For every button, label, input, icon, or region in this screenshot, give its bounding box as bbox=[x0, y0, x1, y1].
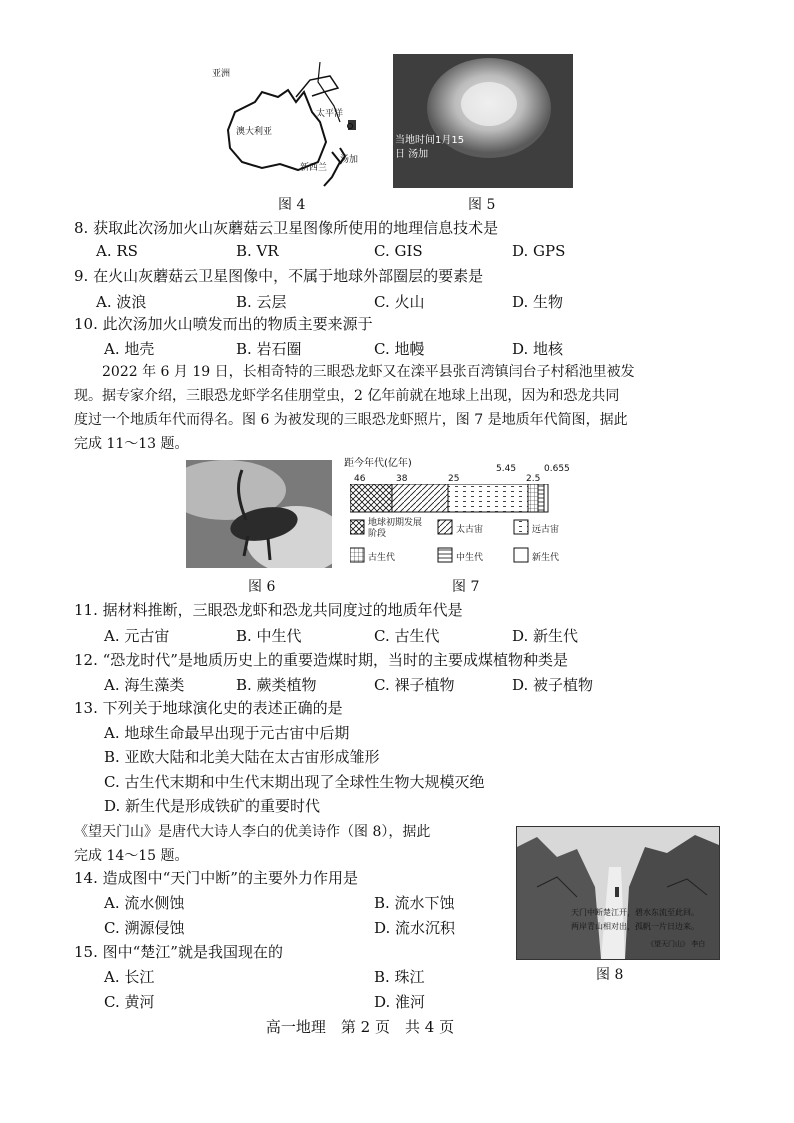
q8-option-a[interactable]: A. RS bbox=[96, 242, 138, 260]
q13-option-d[interactable]: D. 新生代是形成铁矿的重要时代 bbox=[104, 797, 321, 815]
q15-option-c[interactable]: C. 黄河 bbox=[104, 993, 155, 1011]
page-footer: 高一地理 第 2 页 共 4 页 bbox=[265, 1018, 455, 1036]
tick-0-655: 0.655 bbox=[544, 464, 570, 474]
figure-5-satellite-image bbox=[393, 54, 573, 188]
q12-option-d[interactable]: D. 被子植物 bbox=[512, 676, 594, 694]
question-number: 9. bbox=[74, 267, 89, 285]
q12-option-a[interactable]: A. 海生藻类 bbox=[104, 676, 185, 694]
tick-25: 25 bbox=[448, 474, 460, 484]
legend-mesozoic: 中生代 bbox=[456, 553, 484, 563]
volcanic-cloud-photo bbox=[393, 54, 573, 188]
painting-poem-line-2: 两岸青山相对出，孤帆一片日边来。 bbox=[571, 922, 699, 931]
q8-option-b[interactable]: B. VR bbox=[236, 242, 279, 260]
legend-paleozoic: 古生代 bbox=[368, 553, 396, 563]
shrimp-photo bbox=[186, 460, 332, 568]
passage-line: 度过一个地质年代而得名。图 6 为被发现的三眼恐龙虾照片，图 7 是地质年代简图，据此 bbox=[74, 412, 628, 428]
figure-6-caption: 图 6 bbox=[248, 579, 276, 595]
painting-poem-line-1: 天门中断楚江开，碧水东流至此回。 bbox=[571, 908, 699, 917]
q9-option-a[interactable]: A. 波浪 bbox=[96, 293, 147, 311]
question-12 bbox=[74, 650, 568, 670]
map-label-nz: 新西兰 bbox=[300, 163, 328, 173]
tick-38: 38 bbox=[396, 474, 408, 484]
tick-2-5: 2.5 bbox=[526, 474, 541, 484]
question-11 bbox=[74, 600, 463, 620]
legend-early-earth: 地球初期发展阶段 bbox=[368, 518, 423, 539]
figure-7-geologic-timeline bbox=[340, 452, 600, 574]
q9-option-b[interactable]: B. 云层 bbox=[236, 293, 287, 311]
question-number: 8. bbox=[74, 219, 89, 237]
q10-option-c[interactable]: C. 地幔 bbox=[374, 340, 425, 358]
map-label-australia: 澳大利亚 bbox=[236, 127, 273, 137]
passage-line: 现。据专家介绍，三眼恐龙虾学名佳朋堂虫，2 亿年前就在地球上出现，因为和恐龙共同 bbox=[74, 388, 620, 404]
figure-6-shrimp-photo bbox=[186, 460, 332, 568]
q15-option-b[interactable]: B. 珠江 bbox=[374, 968, 425, 986]
q10-option-d[interactable]: D. 地核 bbox=[512, 340, 564, 358]
q11-option-a[interactable]: A. 元古宙 bbox=[104, 627, 170, 645]
question-10 bbox=[74, 314, 373, 334]
map-label-asia: 亚洲 bbox=[212, 69, 231, 79]
q10-option-a[interactable]: A. 地壳 bbox=[104, 340, 155, 358]
passage-line: 《望天门山》是唐代大诗人李白的优美诗作（图 8），据此 bbox=[74, 824, 431, 840]
passage-tianmen-mountain bbox=[74, 820, 514, 868]
q14-option-c[interactable]: C. 溯源侵蚀 bbox=[104, 919, 185, 937]
tick-46: 46 bbox=[354, 474, 366, 484]
q11-option-c[interactable]: C. 古生代 bbox=[374, 627, 440, 645]
figure-7-caption: 图 7 bbox=[452, 579, 480, 595]
question-number: 10. bbox=[74, 315, 98, 333]
figure-4-map bbox=[200, 52, 372, 190]
q14-option-d[interactable]: D. 流水沉积 bbox=[374, 919, 456, 937]
legend-proterozoic: 远古宙 bbox=[532, 525, 560, 535]
passage-line: 2022 年 6 月 19 日，长相奇特的三眼恐龙虾又在滦平县张百湾镇闫台子村稻池里被发 bbox=[102, 364, 635, 380]
question-number: 15. bbox=[74, 943, 98, 961]
q14-option-b[interactable]: B. 流水下蚀 bbox=[374, 894, 455, 912]
timeline-axis-title: 距今年代(亿年) bbox=[344, 458, 412, 469]
figure-5-caption: 图 5 bbox=[468, 197, 496, 213]
painting-poem-source: 《望天门山》 李白 bbox=[647, 940, 706, 948]
q8-option-c[interactable]: C. GIS bbox=[374, 242, 423, 260]
question-stem: 据材料推断，三眼恐龙虾和恐龙共同度过的地质年代是 bbox=[102, 601, 463, 619]
question-number: 12. bbox=[74, 651, 98, 669]
question-stem: 在火山灰蘑菇云卫星图像中，不属于地球外部圈层的要素是 bbox=[93, 267, 484, 285]
q11-option-b[interactable]: B. 中生代 bbox=[236, 627, 302, 645]
q15-option-a[interactable]: A. 长江 bbox=[104, 968, 155, 986]
question-13 bbox=[74, 698, 343, 718]
q15-option-d[interactable]: D. 淮河 bbox=[374, 993, 426, 1011]
passage-line: 完成 14～15 题。 bbox=[74, 848, 189, 864]
passage-dinosaur-shrimp bbox=[74, 360, 714, 456]
passage-line: 完成 11～13 题。 bbox=[74, 436, 189, 452]
question-stem: 下列关于地球演化史的表述正确的是 bbox=[102, 699, 343, 717]
question-stem: 此次汤加火山喷发而出的物质主要来源于 bbox=[102, 315, 373, 333]
question-stem: 获取此次汤加火山灰蘑菇云卫星图像所使用的地理信息技术是 bbox=[93, 219, 499, 237]
map-label-pacific: 太平洋 bbox=[316, 109, 344, 119]
q12-option-c[interactable]: C. 裸子植物 bbox=[374, 676, 455, 694]
legend-archean: 太古宙 bbox=[456, 525, 484, 535]
q13-option-c[interactable]: C. 古生代末期和中生代末期出现了全球性生物大规模灭绝 bbox=[104, 773, 485, 791]
question-stem: “恐龙时代”是地质历史上的重要造煤时期，当时的主要成煤植物种类是 bbox=[102, 651, 568, 669]
question-stem: 图中“楚江”就是我国现在的 bbox=[102, 943, 283, 961]
question-15 bbox=[74, 942, 283, 962]
figure-4-caption: 图 4 bbox=[278, 197, 306, 213]
q14-option-a[interactable]: A. 流水侧蚀 bbox=[104, 894, 185, 912]
question-14 bbox=[74, 868, 358, 888]
map-label-tonga: 汤加 bbox=[340, 155, 359, 165]
question-number: 11. bbox=[74, 601, 98, 619]
figure-8-caption: 图 8 bbox=[596, 967, 624, 983]
question-number: 14. bbox=[74, 869, 98, 887]
q11-option-d[interactable]: D. 新生代 bbox=[512, 627, 579, 645]
tick-5-45: 5.45 bbox=[496, 464, 517, 474]
q8-option-d[interactable]: D. GPS bbox=[512, 242, 566, 260]
question-8 bbox=[74, 218, 498, 238]
figure-5-overlay-text: 当地时间1月15日 汤加 bbox=[395, 135, 465, 160]
figure-8-painting bbox=[516, 826, 720, 960]
q13-option-b[interactable]: B. 亚欧大陆和北美大陆在太古宙形成雏形 bbox=[104, 748, 380, 766]
question-9 bbox=[74, 266, 483, 286]
q13-option-a[interactable]: A. 地球生命最早出现于元古宙中后期 bbox=[104, 724, 350, 742]
legend-cenozoic: 新生代 bbox=[532, 553, 560, 563]
q12-option-b[interactable]: B. 蕨类植物 bbox=[236, 676, 317, 694]
question-stem: 造成图中“天门中断”的主要外力作用是 bbox=[102, 869, 358, 887]
q9-option-d[interactable]: D. 生物 bbox=[512, 293, 564, 311]
q10-option-b[interactable]: B. 岩石圈 bbox=[236, 340, 302, 358]
question-number: 13. bbox=[74, 699, 98, 717]
q9-option-c[interactable]: C. 火山 bbox=[374, 293, 425, 311]
